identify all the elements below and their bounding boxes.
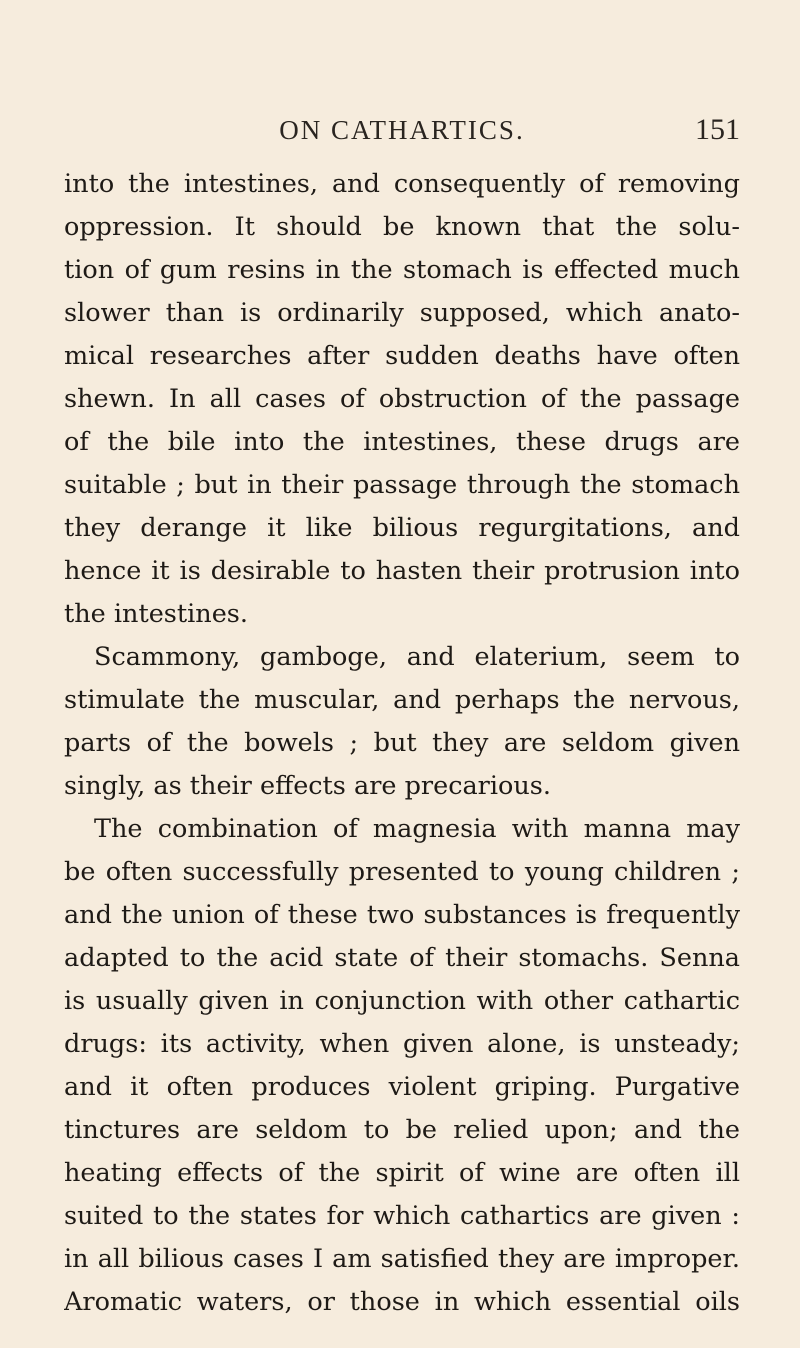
text-line: suitable ; but in their passage through the stomach bbox=[64, 470, 740, 500]
text-line: of the bile into the intestines, these drugs are bbox=[64, 427, 740, 457]
running-head bbox=[64, 113, 740, 153]
page-number: 151 bbox=[695, 113, 740, 146]
text-line: drugs: its activity, when given alone, is unsteady; bbox=[64, 1029, 740, 1059]
text-line: tion of gum resins in the stomach is effected much bbox=[64, 255, 740, 285]
text-line: suited to the states for which cathartics are given : bbox=[64, 1201, 740, 1231]
text-line: The combination of magnesia with manna may bbox=[94, 814, 740, 844]
text-line: parts of the bowels ; but they are seldom given bbox=[64, 728, 740, 758]
text-line: adapted to the acid state of their stomachs. Senna bbox=[64, 943, 740, 973]
text-line: hence it is desirable to hasten their protrusion into bbox=[64, 556, 740, 586]
running-title: ON CATHARTICS. bbox=[279, 115, 525, 145]
text-line: singly, as their effects are precarious. bbox=[64, 771, 551, 801]
text-line: and the union of these two substances is frequently bbox=[64, 900, 740, 930]
text-line: and it often produces violent griping. Purgative bbox=[64, 1072, 740, 1102]
text-line: mical researches after sudden deaths have often bbox=[64, 341, 740, 371]
text-line: in all bilious cases I am satisfied they are improper. bbox=[64, 1244, 740, 1274]
text-line: slower than is ordinarily supposed, which anato- bbox=[64, 298, 740, 328]
body-text bbox=[64, 163, 740, 1324]
text-line: Scammony, gamboge, and elaterium, seem to bbox=[94, 642, 740, 672]
text-line: heating effects of the spirit of wine are often ill bbox=[64, 1158, 740, 1188]
text-line: Aromatic waters, or those in which essential oils bbox=[64, 1287, 740, 1317]
text-line: tinctures are seldom to be relied upon; and the bbox=[64, 1115, 740, 1145]
text-line: stimulate the muscular, and perhaps the nervous, bbox=[64, 685, 740, 715]
text-line: the intestines. bbox=[64, 599, 248, 629]
text-line: shewn. In all cases of obstruction of the passage bbox=[64, 384, 740, 414]
text-line: oppression. It should be known that the solu- bbox=[64, 212, 740, 242]
text-line: be often successfully presented to young children ; bbox=[64, 857, 740, 887]
text-line: into the intestines, and consequently of removing bbox=[64, 169, 740, 199]
text-line: they derange it like bilious regurgitations, and bbox=[64, 513, 740, 543]
text-line: is usually given in conjunction with other cathartic bbox=[64, 986, 740, 1016]
